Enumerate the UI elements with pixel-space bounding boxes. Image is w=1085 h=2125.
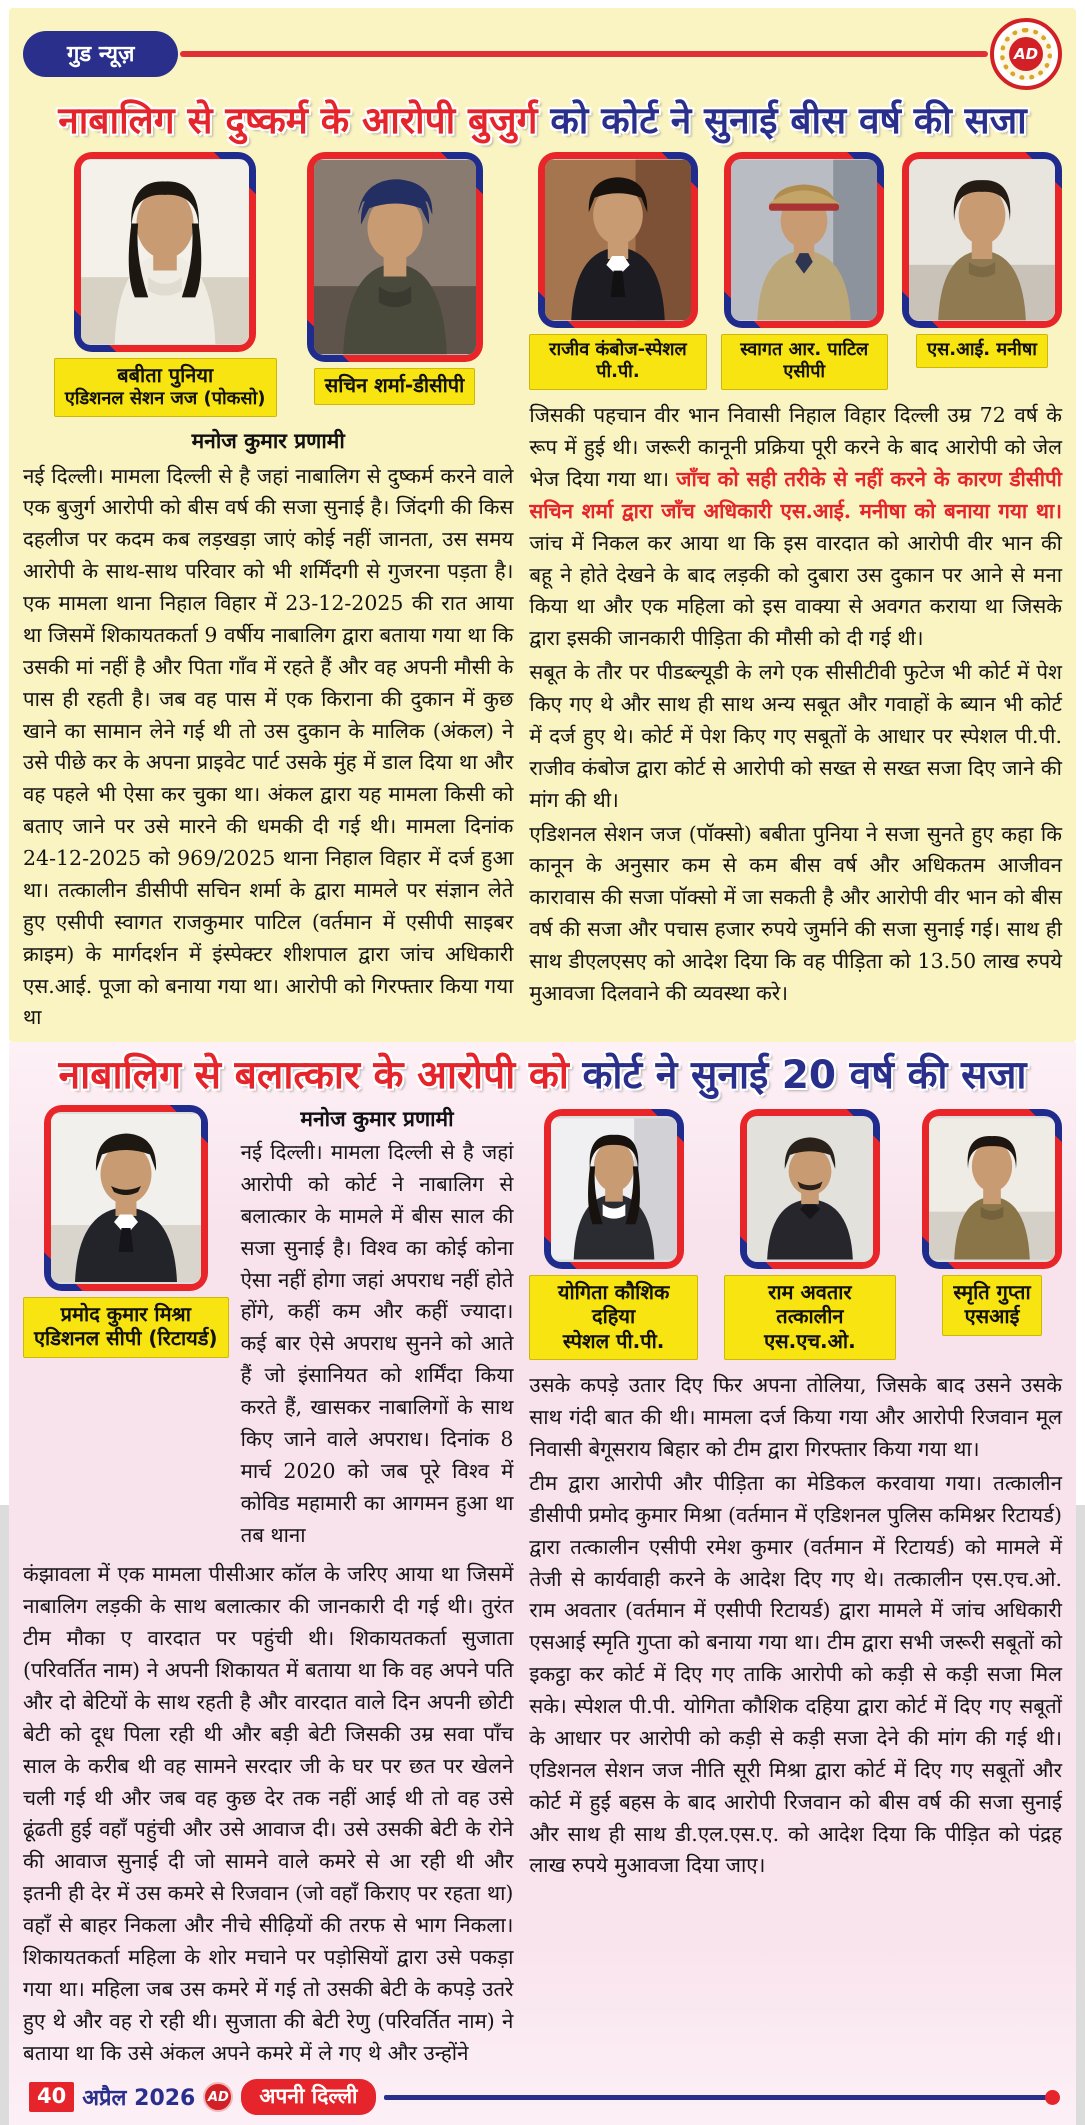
article1-headline-red: नाबालिग से दुष्कर्म के आरोपी बुजुर्ग [58, 99, 538, 142]
article1-right-paragraph3: एडिशनल सेशन जज (पॉक्सो) बबीता पुनिया ने सजा सुनते हुए कहा कि कानून के अनुसार कम से कम बीस वर्ष और अधिकतम आजीवन कारावास की सजा पॉक्सो में जा सकती है और आरोपी वीर भान को बीस वर्ष की सजा और पचास हजार रुपये जुर्माने की सजा सुनाई गई। साथ ही साथ डीएलएसए को आदेश दिया कि वह पीड़िता को 13.50 लाख रुपये मुआवजा दिलवाने की व्यवस्था करे। [529, 821, 1062, 1005]
article1-byline: मनोज कुमार प्रणामी [191, 428, 345, 453]
caption-title: स्पेशल पी.पी. [562, 1328, 665, 1353]
logo-gear-ring [1000, 28, 1052, 80]
portrait-photo [929, 1116, 1055, 1262]
photo-frame [740, 1109, 880, 1269]
right-seg1: जिसकी पहचान वीर भान निवासी निहाल विहार दिल्ली उम्र 72 वर्ष के रूप में हुई थी। जरूरी कानूनी प्रक्रिया पूरी करने के बाद आरोपी को जेल भेज दिया गया था। [529, 403, 1062, 491]
caption-name: प्रमोद कुमार मिश्रा [60, 1302, 191, 1327]
article2-intro [241, 1137, 514, 1551]
photo-ram-avtar [724, 1109, 896, 1360]
photo-frame [922, 1109, 1062, 1269]
article2-left-column [23, 1559, 513, 2069]
article2-left-paragraph: कंझावला में एक मामला पीसीआर कॉल के जरिए आया था जिसमें नाबालिग लड़की के साथ बलात्कार की जानकारी दी गई थी। तुरंत टीम मौका ए वारदात पर पहुंची थी। शिकायतकर्ता सुजाता (परिवर्तित नाम) ने अपनी शिकायत में बताया था कि वह अपने पति और दो बेटियों के साथ रहती है और वारदात वाले दिन अपनी छोटी बेटी को दूध पिला रही थी और बड़ी बेटी जिसकी उम्र सवा पाँच साल के करीब थी वह सामने सरदार जी के घर पर छत पर खेलने चली गई थी और जब वह कुछ देर तक नहीं आई थी तो वह उसे ढूंढती हुई वहाँ पहुंची और उसे आवाज दी। उसे उसकी बेटी के रोने की आवाज सुनाई दी जो सामने वाले कमरे से आ रही थी और इतनी ही देर में उस कमरे से रिजवान (जो वहाँ किराए पर रहता था) वहाँ से बाहर निकला और नीचे सीढ़ियों की तरफ से भाग निकला। शिकायतकर्ता महिला के शोर मचाने पर पड़ोसियों द्वारा उसे पकड़ा गया था। महिला जब उस कमरे में गई तो उसकी बेटी के कपड़े उतरे हुए थे और वह रो रही थी। सुजाता की बेटी रेणु (परिवर्तित नाम) ने बताया था कि उसे अंकल अपने कमरे में ले गए थे और उन्होंने [23, 1562, 514, 2065]
article2-headline-blue: कोर्ट ने सुनाई 20 वर्ष की सजा [568, 1053, 1027, 1099]
caption-title: एसआई [964, 1304, 1020, 1329]
publication-logo-icon [990, 18, 1062, 90]
photo-swagat-patil [721, 152, 889, 390]
photo-frame [44, 1105, 208, 1291]
portrait-photo [314, 159, 476, 355]
photo-caption [529, 1275, 697, 1360]
article2-headline-red: नाबालिग से बलात्कार के आरोपी को [58, 1053, 569, 1099]
logo-monogram: AD [1009, 37, 1043, 71]
photo-rajiv-kamboj [529, 152, 706, 390]
article2-intro-paragraph: नई दिल्ली। मामला दिल्ली से है जहां आरोपी को कोर्ट ने नाबालिग से बलात्कार के मामले में बीस साल की सजा सुनाई है। विश्व का कोई कोना ऐसा नहीं होगा जहां अपराध नहीं होते होंगे, कहीं कम और कहीं ज्यादा। कई बार ऐसे अपराध सुनने को आते हैं जो इंसानियत को शर्मिंदा किया करते हैं, खासकर नाबालिगों के साथ किए जाने वाले अपराध। दिनांक 8 मार्च 2020 को जब पूरे विश्व में कोविड महामारी का आगमन हुआ था तब थाना [240, 1140, 514, 1547]
header-rule [180, 51, 988, 57]
article1-right-column [529, 400, 1062, 1010]
article2-right-column [529, 1370, 1062, 1882]
caption-name: स्वागत आर. पाटिल एसीपी [740, 339, 869, 383]
publication-name: अपनी दिल्ली [241, 2079, 375, 2115]
photo-pramod-mishra [23, 1105, 229, 1358]
photo-caption [529, 334, 706, 390]
caption-name: योगिता कौशिक दहिया [557, 1280, 670, 1329]
caption-name: राम अवतार [768, 1280, 852, 1305]
photo-frame [74, 152, 256, 352]
photo-frame [538, 152, 698, 328]
portrait-photo [747, 1116, 873, 1262]
photo-frame [724, 152, 884, 328]
page-footer [23, 2071, 1062, 2121]
article2-byline: मनोज कुमार प्रणामी [300, 1107, 454, 1132]
photo-frame [544, 1109, 684, 1269]
caption-title: तत्कालीन एस.एच.ओ. [764, 1304, 856, 1353]
article1-right-paragraph2: सबूत के तौर पर पीडब्ल्यूडी के लगे एक सीसीटीवी फुटेज भी कोर्ट में पेश किए गए थे और साथ ही साथ अन्य सबूत और गवाहों के ब्यान भी कोर्ट में दर्ज हुए थे। कोर्ट में पेश किए गए सबूतों के आधार पर स्पेशल पी.पी. राजीव कंबोज द्वारा कोर्ट से आरोपी को सख्त से सख्त सजा दिए जाने की मांग की थी। [529, 660, 1062, 812]
article2-section [9, 1042, 1076, 2125]
photo-frame [902, 152, 1062, 328]
photo-caption [314, 368, 476, 404]
footer-logo-icon: AD [203, 2082, 233, 2112]
page-header [23, 18, 1062, 90]
caption-name: सचिन शर्मा-डीसीपी [324, 373, 465, 398]
photo-caption [724, 1275, 896, 1360]
article1-headline [23, 98, 1062, 144]
article2-right-paragraph2: टीम द्वारा आरोपी और पीड़िता का मेडिकल करवाया गया। तत्कालीन डीसीपी प्रमोद कुमार मिश्रा (वर्तमान में एडिशनल पुलिस कमिश्नर रिटायर्ड) द्वारा तत्कालीन एसीपी रमेश कुमार (वर्तमान में रिटायर्ड) को मामले में तेजी से कार्यवाही करने के आदेश दिए गए थे। तत्कालीन एस.एच.ओ. राम अवतार (वर्तमान में एसीपी रिटायर्ड) द्वारा मामले में जांच अधिकारी एसआई स्मृति गुप्ता को बनाया गया था। टीम द्वारा सभी जरूरी सबूतों को इकट्ठा कर कोर्ट में दिए गए ताकि आरोपी को कड़ी से कड़ी सजा मिल सके। स्पेशल पी.पी. योगिता कौशिक दहिया द्वारा कोर्ट में दिए गए सबूतों के आधार पर आरोपी को कड़ी से कड़ी सजा देने की मांग की गई थी। एडिशनल सेशन जज नीति सूरी मिश्रा द्वारा कोर्ट में दिए गए सबूतों और कोर्ट में हुई बहस के बाद आरोपी रिजवान को बीस वर्ष की सजा सुनाई और साथ ही साथ डी.एल.एस.ए. को आदेश दिया कि पीड़ित को पंद्रह लाख रुपये मुआवजा दिया जाए। [529, 1470, 1062, 1878]
photo-caption [721, 334, 889, 390]
caption-name: राजीव कंबोज-स्पेशल पी.पी. [549, 339, 687, 383]
caption-name: बबीता पुनिया [117, 363, 214, 388]
page-number: 40 [29, 2082, 74, 2112]
article1-left-column [23, 461, 513, 1035]
photo-caption [916, 334, 1048, 368]
article1-right-paragraph1 [529, 400, 1062, 655]
photo-caption [942, 1275, 1041, 1336]
portrait-photo [731, 159, 877, 321]
footer-rule [384, 2095, 1059, 2100]
footer-date: अप्रैल 2026 [82, 2086, 196, 2112]
good-news-tag: गुड न्यूज़ [23, 31, 178, 77]
article2-right-paragraph1: उसके कपड़े उतार दिए फिर अपना तोलिया, जिसके बाद उसने उसके साथ गंदी बात की थी। मामला दर्ज किया गया और आरोपी रिजवान मूल निवासी बेगूसराय बिहार को टीम द्वारा गिरफ्तार किया गया था। [529, 1373, 1062, 1462]
portrait-photo [909, 159, 1055, 321]
photo-caption [54, 358, 277, 416]
portrait-photo [81, 159, 249, 345]
portrait-photo [51, 1112, 201, 1284]
photo-babita-punia [54, 152, 277, 416]
article1-headline-blue: को कोर्ट ने सुनाई बीस वर्ष की सजा [537, 99, 1027, 142]
article1-left-paragraph: नई दिल्ली। मामला दिल्ली से है जहां नाबालिग से दुष्कर्म करने वाले एक बुजुर्ग आरोपी को बीस वर्ष की सजा सुनाई है। जिंदगी की किस दहलीज पर कदम कब लड़खड़ा जाएं कोई नहीं जानता, उस समय आरोपी के साथ-साथ परिवार को भी शर्मिंदगी से गुजरना पड़ता है। एक मामला थाना निहाल विहार में 23-12-2025 की रात आया था जिसमें शिकायतकर्ता 9 वर्षीय नाबालिग द्वारा बताया गया था कि उसकी मां नहीं है और पिता गाँव में रहते हैं और वह अपनी मौसी के पास ही रहती है। जब वह पास में एक किराना की दुकान में कुछ खाने का सामान लेने गई थी तो उस दुकान के मालिक (अंकल) ने उसे पीछे कर के अपना प्राइवेट पार्ट उसके मुंह में डाल दिया था और वह पहले भी ऐसा कर चुका था। अंकल द्वारा यह मामला किसी को बताए जाने पर उसे मारने की धमकी दी गई थी। मामला दिनांक 24-12-2025 को 969/2025 थाना निहाल विहार में दर्ज हुआ था। तत्कालीन डीसीपी सचिन शर्मा के द्वारा मामले पर संज्ञान लेते हुए एसीपी स्वागत राजकुमार पाटिल (वर्तमान में एसीपी साइबर क्राइम) के मार्गदर्शन में इंस्पेक्टर शीशपाल द्वारा जांच अधिकारी एस.आई. पूजा को बनाया गया था। आरोपी को गिरफ्तार किया गया था [23, 463, 514, 1030]
photo-frame [307, 152, 483, 362]
caption-title: एडिशनल सीपी (रिटायर्ड) [34, 1326, 218, 1351]
photo-caption [23, 1297, 229, 1358]
article1-section [9, 8, 1076, 1042]
portrait-photo [545, 159, 691, 321]
photo-smriti-gupta [922, 1109, 1062, 1336]
photo-si-manisha [902, 152, 1062, 368]
article2-headline [23, 1052, 1062, 1101]
caption-name: एस.आई. मनीषा [927, 339, 1037, 361]
photo-yogita-dahiya [529, 1109, 697, 1360]
photo-sachin-sharma [307, 152, 483, 404]
right-seg2: जांच में निकल कर आया था कि इस वारदात को आरोपी वीर भान की बहू ने होते देखने के बाद लड़की को दुबारा उस दुकान पर आने से मना किया था और एक महिला को इस वाक्या से अवगत कराया था जिसके द्वारा इसकी जानकारी पीड़िता की मौसी को दी गई थी। [529, 530, 1062, 651]
right-seg-red-highlight: जाँच को सही तरीके से नहीं करने के कारण डीसीपी सचिन शर्मा द्वारा जाँच अधिकारी एस.आई. मनीषा को बनाया गया था। [529, 466, 1062, 523]
portrait-photo [551, 1116, 677, 1262]
caption-title: एडिशनल सेशन जज (पोकसो) [64, 387, 266, 409]
caption-name: स्मृति गुप्ता [953, 1280, 1031, 1305]
